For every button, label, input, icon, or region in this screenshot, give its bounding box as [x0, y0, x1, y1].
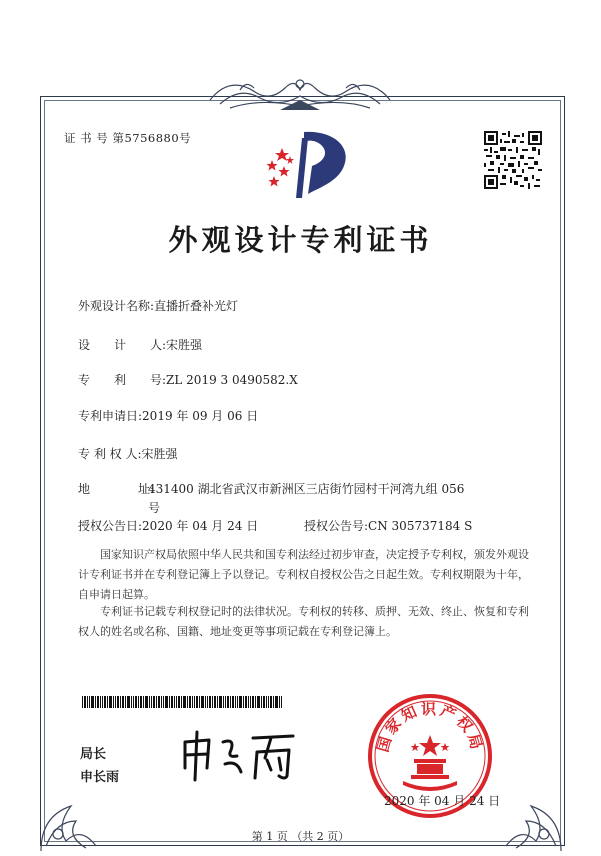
- certificate-title: 外观设计专利证书: [168, 223, 433, 257]
- designer-value: 宋胜强: [166, 338, 203, 352]
- address-row: [78, 480, 154, 497]
- grant-date-label: 授权公告日:: [78, 519, 143, 533]
- patentee-value: 宋胜强: [141, 447, 178, 461]
- filing-date-row: [78, 407, 258, 424]
- designer-label: 设 计 人:: [78, 338, 167, 352]
- grant-number-label: 授权公告号:: [304, 519, 369, 533]
- signature-icon: [175, 728, 305, 783]
- director-name: 申长雨: [80, 770, 120, 785]
- designer-row: [78, 336, 202, 353]
- grant-number-value: CN 305737184 S: [368, 519, 473, 533]
- address-value: 431400 湖北省武汉市新洲区三店街竹园村干河湾九组 056 号: [148, 482, 465, 515]
- filing-date-label: 专利申请日:: [78, 409, 143, 423]
- seal-text: 国家知识产权局: [373, 699, 487, 755]
- director-title: 局长: [80, 747, 107, 762]
- page-number: 第 1 页 （共 2 页）: [251, 830, 350, 843]
- corner-ornament-icon: [496, 786, 566, 856]
- patent-number-label: 专 利 号:: [78, 373, 167, 387]
- patentee-label: 专 利 权 人:: [78, 447, 142, 461]
- certificate-number: 证 书 号 第5756880号: [64, 131, 192, 145]
- grant-date-value: 2020 年 04 月 24 日: [142, 519, 259, 533]
- design-name-row: [78, 297, 238, 314]
- corner-ornament-icon: [36, 786, 106, 856]
- legal-paragraph-2: 专利证书记载专利权登记时的法律状况。专利权的转移、质押、无效、终止、恢复和专利权人的姓名或名称、国籍、地址变更等事项记载在专利登记簿上。: [78, 605, 529, 638]
- top-ornament-icon: [200, 70, 400, 115]
- seal-date: 2020 年 04 月 24 日: [384, 794, 501, 808]
- filing-date-value: 2019 年 09 月 06 日: [142, 409, 259, 423]
- patent-office-logo-icon: [258, 128, 354, 200]
- patentee-row: [78, 445, 178, 462]
- address-label: 地 址:: [78, 482, 155, 496]
- barcode-icon: [82, 696, 282, 708]
- patent-number-row: [78, 371, 298, 388]
- design-name-label: 外观设计名称:: [78, 299, 155, 313]
- legal-paragraph-1: 国家知识产权局依照中华人民共和国专利法经过初步审查，决定授予专利权，颁发外观设计专利证书并在专利登记簿上予以登记。专利权自授权公告之日起生效。专利权期限为十年，自申请日起算。: [78, 548, 529, 601]
- grant-number-row: [304, 517, 472, 534]
- qr-code-icon: [484, 131, 542, 189]
- grant-date-row: [78, 517, 258, 534]
- design-name-value: 直播折叠补光灯: [154, 299, 239, 313]
- patent-number-value: ZL 2019 3 0490582.X: [166, 373, 298, 387]
